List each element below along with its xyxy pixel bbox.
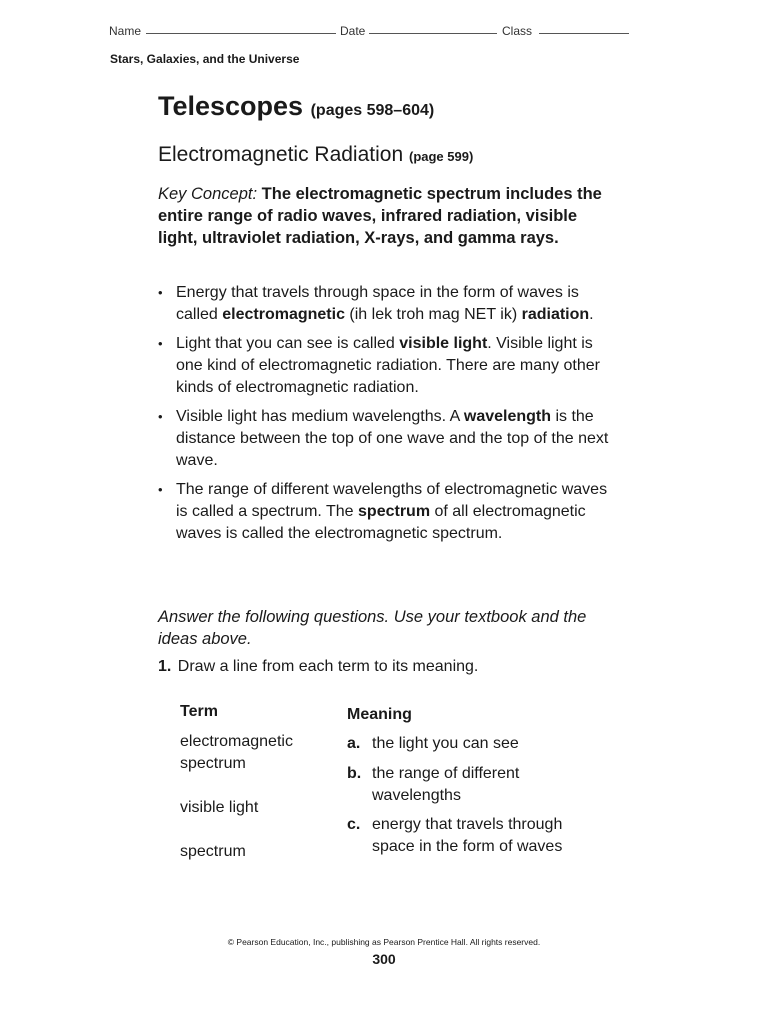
meaning-b bbox=[347, 763, 607, 807]
question-text: Draw a line from each term to its meaning. bbox=[177, 658, 479, 675]
meaning-text: the light you can see bbox=[372, 735, 519, 752]
bullet-item bbox=[158, 406, 610, 472]
title-pages: (pages 598–604) bbox=[310, 102, 435, 119]
bold-term: visible light bbox=[399, 335, 488, 352]
bullet-dot: • bbox=[158, 285, 163, 300]
bold-term: wavelength bbox=[463, 408, 552, 425]
term-visible-light: visible light bbox=[180, 799, 259, 816]
name-label: Name bbox=[109, 24, 142, 38]
meaning-text: energy that travels through space in the form of waves bbox=[372, 816, 563, 855]
title-main: Telescopes bbox=[158, 91, 304, 121]
bullet-item bbox=[158, 479, 610, 545]
page-title bbox=[158, 91, 434, 122]
key-concept-label: Key Concept: bbox=[158, 185, 258, 203]
key-concept-text: The electromagnetic spectrum includes the entire range of radio waves, infrared radiation, visible light, ultraviolet radiation, X-rays, and gamma rays. bbox=[158, 185, 602, 247]
copyright-notice: © Pearson Education, Inc., publishing as Pearson Prentice Hall. All rights reserved. bbox=[227, 937, 541, 947]
bullet-text: The range of different wavelengths of electromagnetic waves is called a spectrum. The bbox=[176, 481, 608, 520]
bullet-dot: • bbox=[158, 409, 163, 424]
bullet-dot: • bbox=[158, 336, 163, 351]
section-heading bbox=[158, 143, 473, 167]
question-number: 1. bbox=[158, 658, 172, 675]
term-electromagnetic-spectrum: electromagnetic spectrum bbox=[180, 733, 293, 772]
term-spectrum: spectrum bbox=[180, 843, 246, 860]
date-label: Date bbox=[340, 24, 366, 38]
section-heading-text: Electromagnetic Radiation bbox=[158, 143, 404, 166]
bullet-text: Visible light has medium wavelengths. A bbox=[176, 408, 464, 425]
bullet-item bbox=[158, 282, 610, 326]
subject-title: Stars, Galaxies, and the Universe bbox=[110, 52, 300, 66]
bullet-item bbox=[158, 333, 610, 399]
class-label: Class bbox=[502, 24, 533, 38]
name-line bbox=[146, 33, 336, 34]
bullet-text: . bbox=[589, 306, 594, 323]
page-number: 300 bbox=[372, 951, 396, 967]
date-line bbox=[369, 33, 497, 34]
meaning-letter: b. bbox=[347, 765, 362, 782]
class-line bbox=[539, 33, 629, 34]
bullet-text: is the distance between the top of one wave and the top of the next wave. bbox=[176, 408, 609, 469]
meaning-a bbox=[347, 733, 607, 755]
bullet-text: of all electromagnetic waves is called the electromagnetic spectrum. bbox=[176, 503, 586, 542]
meaning-letter: c. bbox=[347, 816, 361, 833]
bold-term: electromagnetic bbox=[222, 306, 345, 323]
key-concept bbox=[158, 183, 618, 249]
meaning-c bbox=[347, 814, 607, 858]
question-1 bbox=[158, 658, 478, 676]
section-pages: (page 599) bbox=[408, 149, 474, 164]
meaning-header: Meaning bbox=[347, 706, 412, 723]
term-header: Term bbox=[180, 703, 218, 720]
instructions: Answer the following questions. Use your textbook and the ideas above. bbox=[158, 608, 587, 648]
bullet-dot: • bbox=[158, 482, 163, 497]
bullet-text: Energy that travels through space in the form of waves is called bbox=[176, 284, 579, 323]
bold-term: spectrum bbox=[358, 503, 431, 520]
bullet-list bbox=[158, 282, 610, 552]
bullet-text: . Visible light is one kind of electromagnetic radiation. There are many other kinds of electromagnetic radiation. bbox=[176, 335, 600, 396]
meaning-text: the range of different wavelengths bbox=[372, 765, 520, 804]
meaning-letter: a. bbox=[347, 735, 361, 752]
bullet-text: Light that you can see is called bbox=[176, 335, 400, 352]
bold-term: radiation bbox=[521, 306, 590, 323]
bullet-text: (ih lek troh mag NET ik) bbox=[344, 306, 522, 323]
